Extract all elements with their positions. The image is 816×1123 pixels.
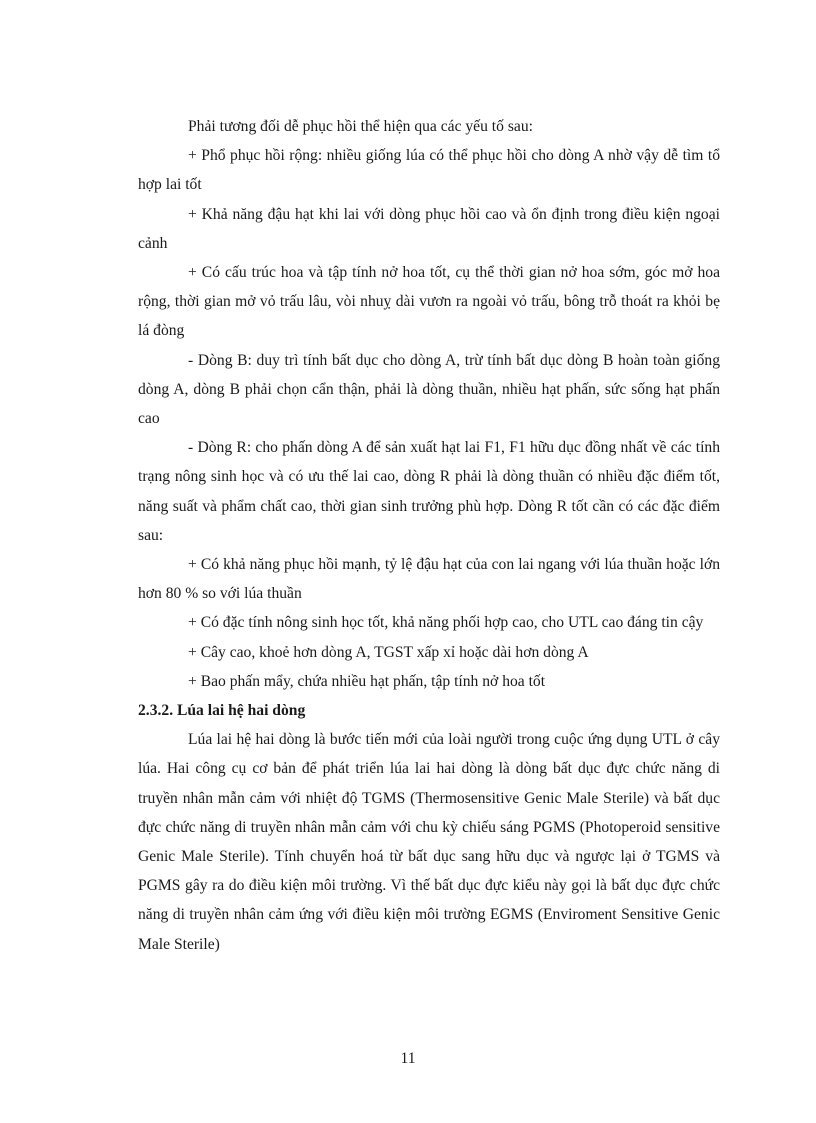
- paragraph-restoring-ability: + Có khả năng phục hồi mạnh, tỷ lệ đậu hạt của con lai ngang với lúa thuần hoặc lớn hơn 80 % so với lúa thuần: [138, 556, 720, 603]
- paragraph-flower-structure: + Có cấu trúc hoa và tập tính nở hoa tốt, cụ thể thời gian nở hoa sớm, góc mở hoa rộng, thời gian mở vỏ trấu lâu, vòi nhuỵ dài vươn ra ngoài vỏ trấu, bông trỗ thoát ra khỏi bẹ lá đòng: [138, 264, 720, 340]
- paragraph-seed-setting: + Khả năng đậu hạt khi lai với dòng phục hồi cao và ổn định trong điều kiện ngoại cảnh: [138, 205, 720, 252]
- paragraph-agronomic-traits: + Có đặc tính nông sinh học tốt, khả năng phối hợp cao, cho UTL cao đáng tin cậy: [188, 614, 704, 632]
- paragraph-line-r: - Dòng R: cho phấn dòng A để sản xuất hạt lai F1, F1 hữu dục đồng nhất về các tính trạng nông sinh học và có ưu thế lai cao, dòng R phải là dòng thuần có nhiều đặc điểm tốt, năng suất và phẩm chất cao, thời gian sinh trưởng phù hợp. Dòng R tốt cần có các đặc điểm sau:: [138, 439, 720, 544]
- paragraph-restorer-spectrum: + Phổ phục hồi rộng: nhiều giống lúa có thể phục hồi cho dòng A nhờ vậy dễ tìm tổ hợp lai tốt: [138, 147, 720, 194]
- paragraph-two-line-hybrid: Lúa lai hệ hai dòng là bước tiến mới của loài người trong cuộc ứng dụng UTL ở cây lúa. Hai công cụ cơ bản để phát triển lúa lai hai dòng là dòng bất dục đực chức năng di truyền nhân mẫn cảm với nhiệt độ TGMS (Thermosensitive Genic Male Sterile) và bất dục đực chức năng di truyền nhân mẫn cảm với chu kỳ chiếu sáng PGMS (Photoperoid sensitive Genic Male Sterile). Tính chuyển hoá từ bất dục sang hữu dục và ngược lại ở TGMS và PGMS gây ra do điều kiện môi trường. Vì thế bất dục đực kiểu này gọi là bất dục đực chức năng di truyền nhân cảm ứng với điều kiện môi trường EGMS (Enviroment Sensitive Genic Male Sterile): [138, 731, 720, 953]
- paragraph-plant-height: + Cây cao, khoẻ hơn dòng A, TGST xấp xỉ hoặc dài hơn dòng A: [188, 643, 589, 661]
- page-number: 11: [400, 1050, 416, 1067]
- section-heading: 2.3.2. Lúa lai hệ hai dòng: [138, 702, 306, 720]
- paragraph-anthers: + Bao phấn mẩy, chứa nhiều hạt phấn, tập tính nở hoa tốt: [188, 672, 546, 690]
- document-body: [138, 112, 720, 959]
- paragraph-restorer-intro: Phải tương đối dễ phục hồi thể hiện qua các yếu tố sau:: [188, 118, 533, 135]
- paragraph-line-b: - Dòng B: duy trì tính bất dục cho dòng A, trừ tính bất dục dòng B hoàn toàn giống dòng A, dòng B phải chọn cẩn thận, phải là dòng thuần, nhiều hạt phấn, sức sống hạt phấn cao: [138, 351, 720, 428]
